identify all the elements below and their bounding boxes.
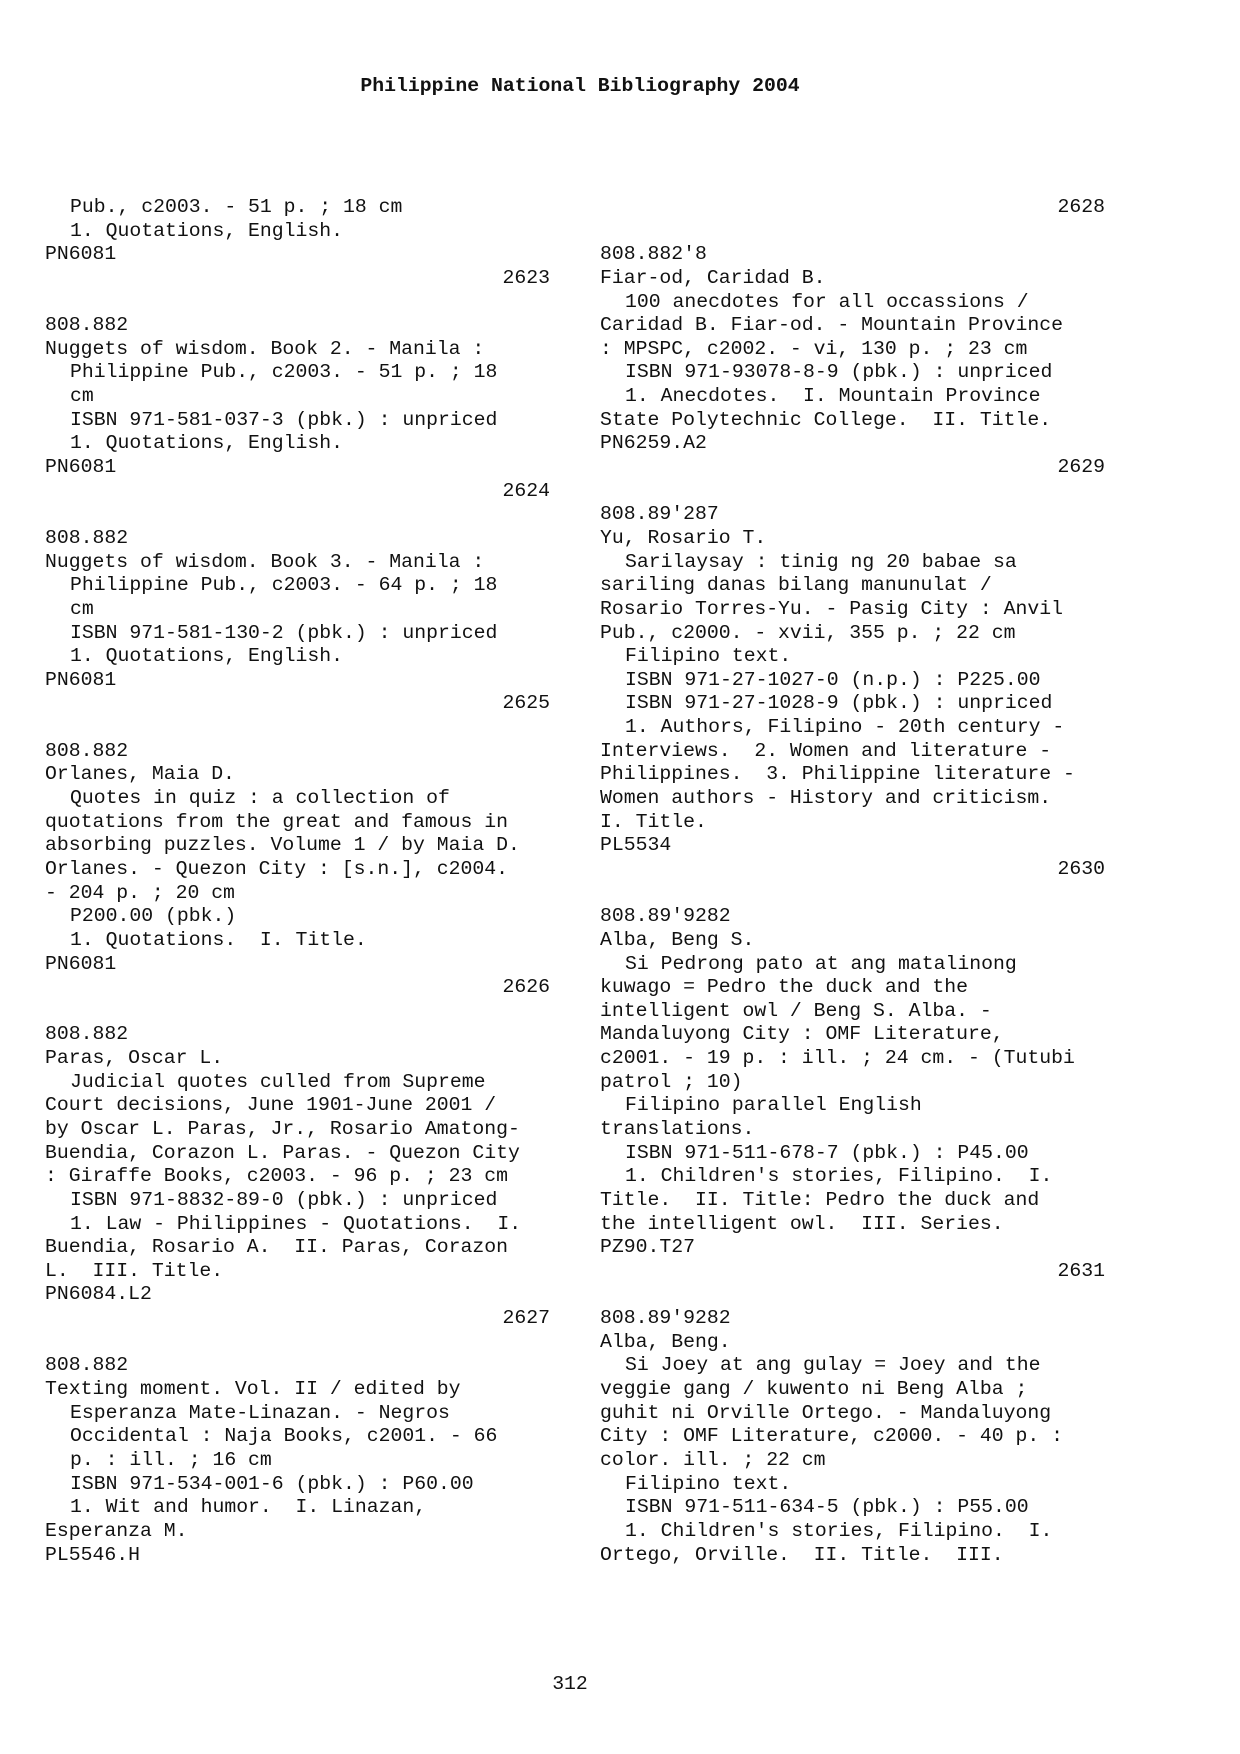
entry-line: PN6084.L2 — [45, 1283, 152, 1306]
entry-line: PZ90.T27 — [600, 1236, 695, 1259]
blank-line — [45, 291, 550, 315]
entry-line: 808.882 — [45, 739, 129, 762]
entry-line: 1. Wit and humor. I. Linazan, — [70, 1496, 427, 1519]
entry-line: 1. Authors, Filipino - 20th century - — [625, 716, 1065, 739]
entry-line: P200.00 (pbk.) — [70, 905, 237, 928]
blank-line — [600, 220, 1105, 244]
blank-line — [600, 480, 1105, 504]
entry-line: Interviews. 2. Women and literature - — [600, 739, 1052, 762]
entry-line: Esperanza M. — [45, 1519, 188, 1542]
entry-line: ISBN 971-511-634-5 (pbk.) : P55.00 — [625, 1496, 1029, 1519]
blank-line — [45, 503, 550, 527]
entry-line: ISBN 971-581-037-3 (pbk.) : unpriced — [70, 408, 498, 431]
entry-line: Texting moment. Vol. II / edited by — [45, 1378, 461, 1401]
entry-line: Fiar-od, Caridad B. — [600, 266, 826, 289]
entry-line: Caridad B. Fiar-od. - Mountain Province — [600, 314, 1063, 337]
entry-line: 808.89'287 — [600, 503, 719, 526]
entry-number: 2625 — [502, 692, 550, 715]
blank-line — [45, 1331, 550, 1355]
entry-line: Alba, Beng S. — [600, 928, 755, 951]
entry-line: PL5546.H — [45, 1543, 140, 1566]
entry-line: Judicial quotes culled from Supreme — [70, 1070, 486, 1093]
entry-line: ISBN 971-27-1027-0 (n.p.) : P225.00 — [625, 668, 1041, 691]
entry-number: 2631 — [1057, 1259, 1105, 1282]
entry-line: ISBN 971-8832-89-0 (pbk.) : unpriced — [70, 1188, 498, 1211]
entry-line: 808.89'9282 — [600, 905, 731, 928]
entry-line: 1. Children's stories, Filipino. I. — [625, 1165, 1053, 1188]
entry-line: Nuggets of wisdom. Book 2. - Manila : — [45, 337, 485, 360]
entry-line: cm — [70, 385, 94, 408]
entry-line: Pub., c2000. - xvii, 355 p. ; 22 cm — [600, 621, 1016, 644]
entry-number: 2630 — [1057, 857, 1105, 880]
entry-line: absorbing puzzles. Volume 1 / by Maia D. — [45, 834, 520, 857]
entry-line: State Polytechnic College. II. Title. — [600, 408, 1052, 431]
entry-line: sariling danas bilang manunulat / — [600, 574, 992, 597]
entry-line: PN6081 — [45, 668, 117, 691]
entry-line: Pub., c2003. - 51 p. ; 18 cm — [70, 196, 403, 218]
entry-line: 1. Children's stories, Filipino. I. — [625, 1519, 1053, 1542]
entry-line: 1. Quotations. I. Title. — [70, 928, 367, 951]
entry-line: Si Pedrong pato at ang matalinong — [625, 952, 1017, 975]
entry-line: 1. Quotations, English. — [70, 432, 344, 455]
entry-line: 808.882 — [45, 1354, 129, 1377]
entry-line: Sarilaysay : tinig ng 20 babae sa — [625, 550, 1017, 573]
entry-line: intelligent owl / Beng S. Alba. - — [600, 999, 992, 1022]
entry-line: Title. II. Title: Pedro the duck and — [600, 1188, 1040, 1211]
entry-line: Women authors - History and criticism. — [600, 787, 1052, 810]
entry-line: City : OMF Literature, c2000. - 40 p. : — [600, 1425, 1063, 1448]
entry-line: ISBN 971-511-678-7 (pbk.) : P45.00 — [625, 1141, 1029, 1164]
entry-line: Court decisions, June 1901-June 2001 / — [45, 1094, 497, 1117]
entry-number: 2626 — [502, 976, 550, 999]
entry-line: ISBN 971-27-1028-9 (pbk.) : unpriced — [625, 692, 1053, 715]
entry-line: guhit ni Orville Ortego. - Mandaluyong — [600, 1401, 1052, 1424]
entry-line: ISBN 971-581-130-2 (pbk.) : unpriced — [70, 621, 498, 644]
entry-line: Paras, Oscar L. — [45, 1047, 224, 1070]
entry-line: veggie gang / kuwento ni Beng Alba ; — [600, 1378, 1028, 1401]
entry-line: translations. — [600, 1117, 755, 1140]
entry-line: Buendia, Corazon L. Paras. - Quezon City — [45, 1141, 520, 1164]
entry-line: Yu, Rosario T. — [600, 526, 767, 549]
entry-line: Orlanes. - Quezon City : [s.n.], c2004. — [45, 857, 508, 880]
blank-line — [45, 716, 550, 740]
entry-line: kuwago = Pedro the duck and the — [600, 976, 968, 999]
entry-line: Alba, Beng. — [600, 1330, 731, 1353]
entry-line: quotations from the great and famous in — [45, 810, 508, 833]
entry-number: 2624 — [502, 479, 550, 502]
page-number: 312 — [552, 1673, 588, 1695]
entry-line: patrol ; 10) — [600, 1070, 743, 1093]
entry-line: 1. Quotations, English. — [70, 645, 344, 668]
entry-line: 100 anecdotes for all occassions / — [625, 290, 1029, 313]
blank-line — [600, 882, 1105, 906]
entry-line: 1. Law - Philippines - Quotations. I. — [70, 1212, 522, 1235]
entry-line: ISBN 971-93078-8-9 (pbk.) : unpriced — [625, 361, 1053, 384]
entry-line: Nuggets of wisdom. Book 3. - Manila : — [45, 550, 485, 573]
entry-line: Philippine Pub., c2003. - 64 p. ; 18 — [70, 574, 498, 597]
entry-line: Orlanes, Maia D. — [45, 763, 235, 786]
right-column — [600, 196, 1105, 1567]
entry-line: Mandaluyong City : OMF Literature, — [600, 1023, 1004, 1046]
entry-line: Si Joey at ang gulay = Joey and the — [625, 1354, 1041, 1377]
entry-line: ISBN 971-534-001-6 (pbk.) : P60.00 — [70, 1472, 474, 1495]
entry-line: PN6081 — [45, 456, 117, 479]
entry-line: PN6081 — [45, 952, 117, 975]
entry-line: 808.882 — [45, 314, 129, 337]
entry-line: PL5534 — [600, 834, 672, 857]
blank-line — [600, 1283, 1105, 1307]
entry-line: by Oscar L. Paras, Jr., Rosario Amatong- — [45, 1117, 520, 1140]
entry-line: PN6259.A2 — [600, 432, 707, 455]
entry-line: I. Title. — [600, 810, 707, 833]
entry-line: Filipino text. — [625, 1472, 792, 1495]
entry-line: Esperanza Mate-Linazan. - Negros — [70, 1401, 450, 1424]
entry-line: - 204 p. ; 20 cm — [45, 881, 235, 904]
entry-line: cm — [70, 597, 94, 620]
entry-line: 808.882 — [45, 526, 129, 549]
entry-line: the intelligent owl. III. Series. — [600, 1212, 1004, 1235]
entry-number: 2629 — [1057, 456, 1105, 479]
entry-line: Filipino text. — [625, 645, 792, 668]
entry-line: Philippines. 3. Philippine literature - — [600, 763, 1075, 786]
entry-line: 808.882 — [45, 1023, 129, 1046]
entry-line: c2001. - 19 p. : ill. ; 24 cm. - (Tutubi — [600, 1047, 1075, 1070]
entry-number: 2628 — [1057, 196, 1105, 218]
entry-line: color. ill. ; 22 cm — [600, 1448, 826, 1471]
entry-line: p. : ill. ; 16 cm — [70, 1448, 272, 1471]
entry-line: : Giraffe Books, c2003. - 96 p. ; 23 cm — [45, 1165, 508, 1188]
entry-number: 2623 — [502, 266, 550, 289]
entry-line: Rosario Torres-Yu. - Pasig City : Anvil — [600, 597, 1063, 620]
entry-line: Buendia, Rosario A. II. Paras, Corazon — [45, 1236, 508, 1259]
entry-line: Occidental : Naja Books, c2001. - 66 — [70, 1425, 498, 1448]
page-title: Philippine National Bibliography 2004 — [360, 75, 800, 97]
entry-line: 1. Quotations, English. — [70, 219, 344, 242]
entry-line: 808.89'9282 — [600, 1307, 731, 1330]
entry-line: 1. Anecdotes. I. Mountain Province — [625, 385, 1041, 408]
entry-line: Filipino parallel English — [625, 1094, 922, 1117]
blank-line — [45, 1000, 550, 1024]
entry-line: Quotes in quiz : a collection of — [70, 787, 450, 810]
left-column — [45, 196, 550, 1567]
entry-line: 808.882'8 — [600, 243, 707, 266]
entry-line: Philippine Pub., c2003. - 51 p. ; 18 — [70, 361, 498, 384]
entry-line: L. III. Title. — [45, 1259, 224, 1282]
entry-line: Ortego, Orville. II. Title. III. — [600, 1543, 1004, 1566]
entry-line: : MPSPC, c2002. - vi, 130 p. ; 23 cm — [600, 337, 1028, 360]
entry-line: PN6081 — [45, 243, 117, 266]
entry-number: 2627 — [502, 1307, 550, 1330]
